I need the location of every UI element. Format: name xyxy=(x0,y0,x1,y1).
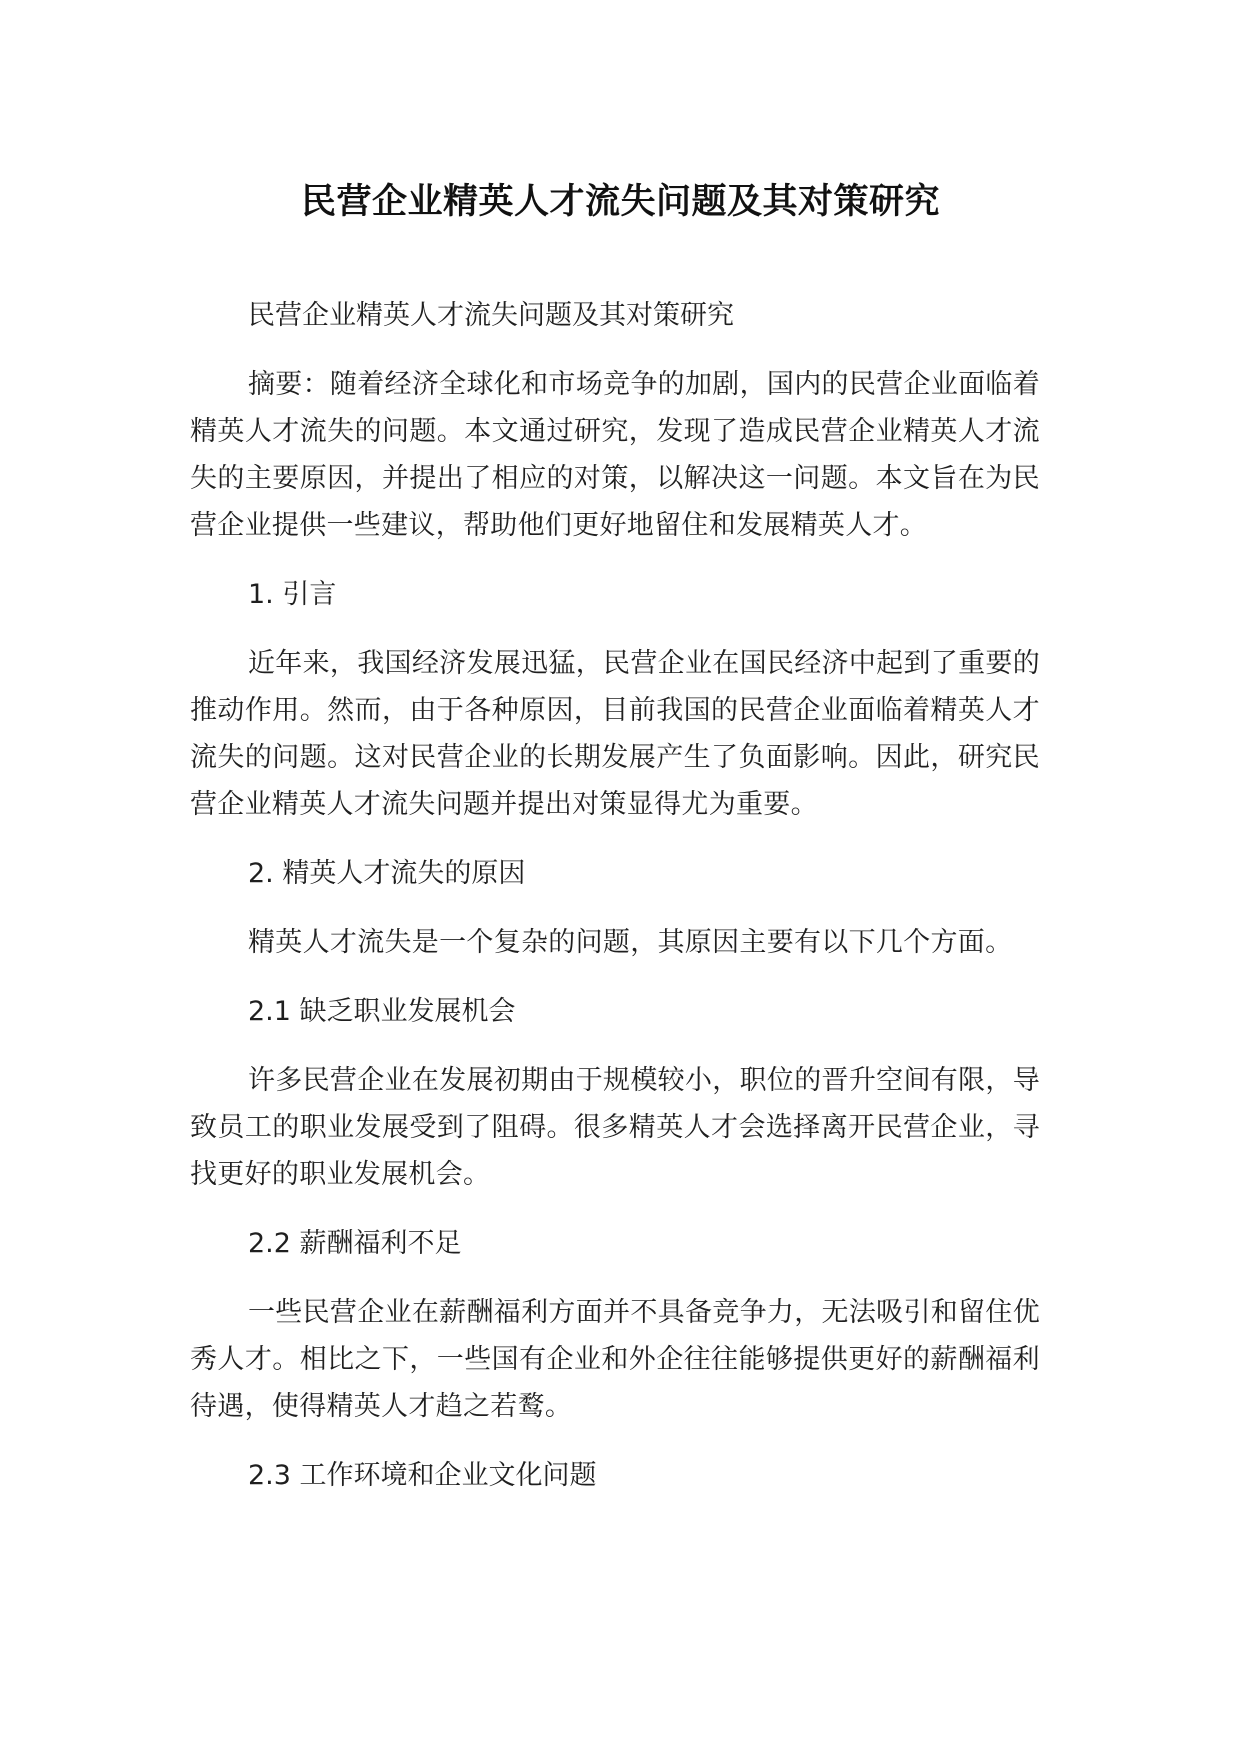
section-paragraph: 精英人才流失是一个复杂的问题，其原因主要有以下几个方面。 xyxy=(248,927,1013,958)
section-paragraph: 一些民营企业在薪酬福利方面并不具备竞争力，无法吸引和留住优秀人才。相比之下，一些国有企业和外企往往能够提供更好的薪酬福利待遇，使得精英人才趋之若鹜。 xyxy=(190,1297,1040,1422)
section-heading-career: 2.1 缺乏职业发展机会 xyxy=(248,996,516,1027)
section-paragraph: 许多民营企业在发展初期由于规模较小，职位的晋升空间有限，导致员工的职业发展受到了阻碍。很多精英人才会选择离开民营企业，寻找更好的职业发展机会。 xyxy=(190,1065,1040,1190)
section-heading-intro: 1. 引言 xyxy=(248,579,337,610)
abstract-paragraph: 摘要：随着经济全球化和市场竞争的加剧，国内的民营企业面临着精英人才流失的问题。本文通过研究，发现了造成民营企业精英人才流失的主要原因，并提出了相应的对策，以解决这一问题。本文旨在为民营企业提供一些建议，帮助他们更好地留住和发展精英人才。 xyxy=(190,369,1040,541)
section-heading-environment: 2.3 工作环境和企业文化问题 xyxy=(248,1460,597,1491)
document-title: 民营企业精英人才流失问题及其对策研究 xyxy=(300,182,940,222)
section-heading-salary: 2.2 薪酬福利不足 xyxy=(248,1228,462,1259)
document-subtitle: 民营企业精英人才流失问题及其对策研究 xyxy=(248,300,734,331)
section-paragraph: 近年来，我国经济发展迅猛，民营企业在国民经济中起到了重要的推动作用。然而，由于各种原因，目前我国的民营企业面临着精英人才流失的问题。这对民营企业的长期发展产生了负面影响。因此，研究民营企业精英人才流失问题并提出对策显得尤为重要。 xyxy=(190,648,1040,820)
document-body xyxy=(190,292,1040,1521)
section-heading-causes: 2. 精英人才流失的原因 xyxy=(248,858,526,889)
